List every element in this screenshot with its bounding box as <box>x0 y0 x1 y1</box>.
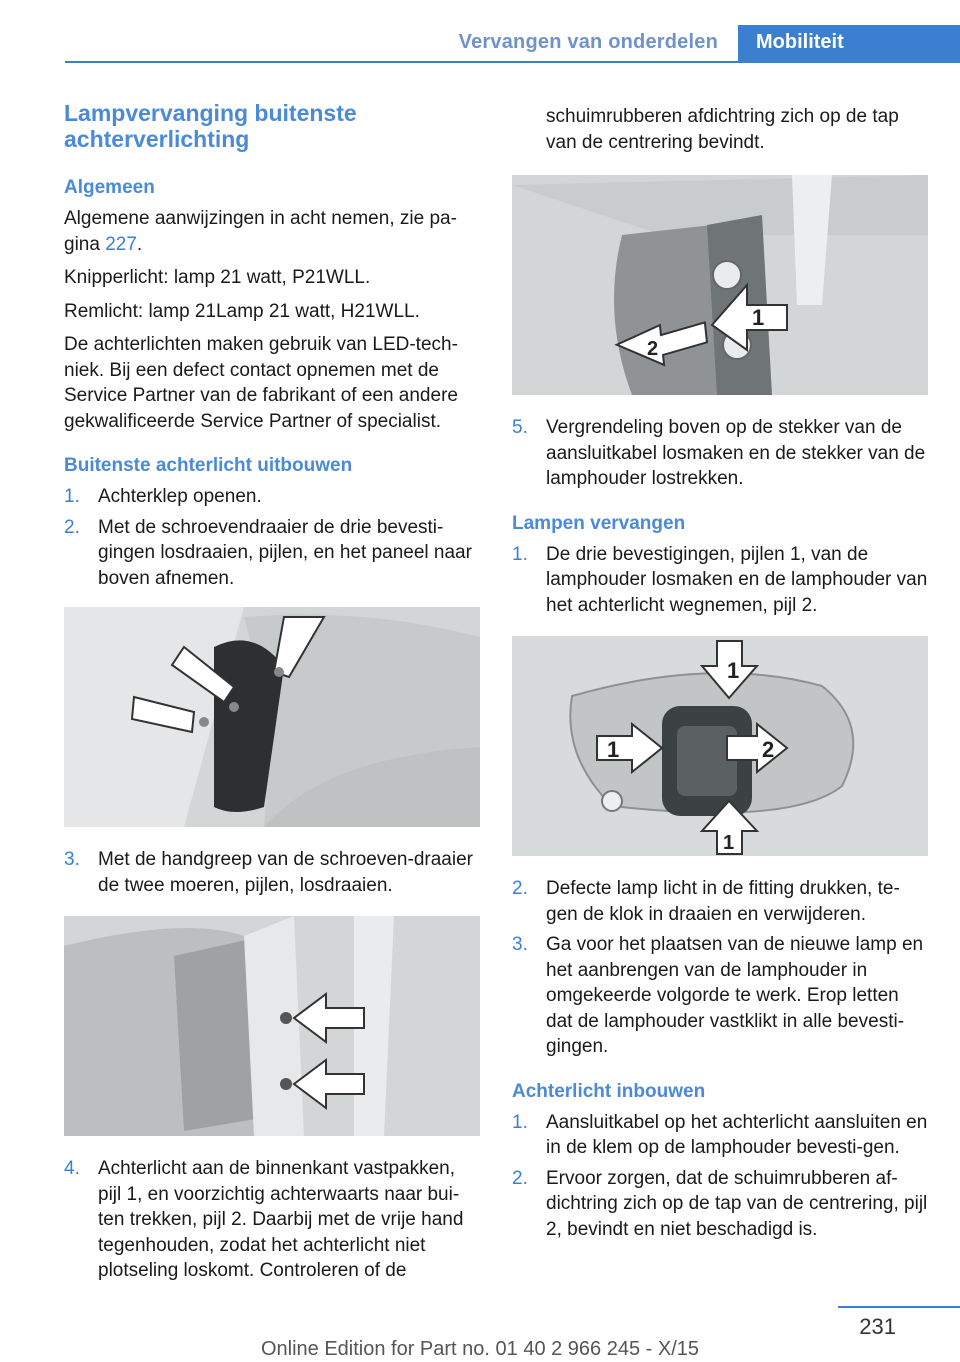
general-paragraph-3: Remlicht: lamp 21Lamp 21 watt, H21WLL. <box>64 300 420 322</box>
footer-rule <box>838 1306 960 1308</box>
arrow-label: 1 <box>727 658 740 683</box>
steps-right-b <box>512 542 928 619</box>
general-heading: Algemeen <box>64 177 155 198</box>
list-item <box>512 415 928 492</box>
step-number: 2. <box>512 878 528 899</box>
list-item <box>512 1166 928 1243</box>
page-link[interactable]: 227 <box>105 233 137 255</box>
lamps-heading: Lampen vervangen <box>512 512 686 534</box>
arrow-label: 1 <box>723 832 735 854</box>
step-text: Ga voor het plaatsen van de nieuwe lamp en het aanbrengen van de lamphouder in omgekeerde volgorde te werk. Erop letten dat de lamphouder vastklikt in alle bevesti‐gingen. <box>546 934 924 1057</box>
step-number: 1. <box>512 1111 528 1133</box>
step-text: Ervoor zorgen, dat de schuimrubberen af‐dichtring zich op de tap van de centrering, pijl 2, bevindt en niet beschadigd is. <box>546 1167 928 1240</box>
list-item <box>64 847 480 898</box>
step-text: Met de schroevendraaier de drie bevesti‐gingen losdraaien, pijlen, en het paneel naar boven afnemen. <box>98 516 472 589</box>
section-label: Vervangen van onderdelen <box>458 31 718 53</box>
general-text-end: . <box>136 233 143 255</box>
page-title: Lampvervanging buitenste achterverlichting <box>64 100 357 152</box>
steps-right-d <box>512 1110 928 1243</box>
step-number: 3. <box>512 934 528 955</box>
install-heading: Achterlicht inbouwen <box>512 1080 706 1102</box>
figure-lamp-holder <box>512 636 928 856</box>
step-text: Vergrendeling boven op de stekker van de aansluitkabel losmaken en de stekker van de lamphouder lostrekken. <box>546 417 926 489</box>
steps-remove-c <box>64 1156 480 1284</box>
page-number: 231 <box>859 1314 896 1339</box>
steps-right-c <box>512 876 928 1060</box>
step-number: 1. <box>512 543 528 565</box>
list-item <box>64 515 480 592</box>
step-text: Aansluitkabel op het achterlicht aansluiten en in de klem op de lamphouder bevesti‐gen. <box>546 1111 928 1158</box>
steps-remove-b <box>64 847 480 898</box>
general-paragraph-2: Knipperlicht: lamp 21 watt, P21WLL. <box>64 267 371 288</box>
steps-remove-a <box>64 484 480 591</box>
remove-heading: Buitenste achterlicht uitbouwen <box>64 455 353 476</box>
step-number: 2. <box>64 516 80 538</box>
step-text: Achterklep openen. <box>98 486 262 507</box>
figure-nuts <box>64 916 480 1136</box>
step-number: 3. <box>64 849 80 870</box>
page-header <box>0 25 960 63</box>
step-text: Defecte lamp licht in de fitting drukken, te‐gen de klok in draaien en verwijderen. <box>546 878 900 925</box>
chapter-tab[interactable]: Mobiliteit <box>738 25 960 61</box>
step-number: 1. <box>64 486 80 507</box>
list-item <box>512 542 928 619</box>
steps-right-a <box>512 415 928 492</box>
step-number: 4. <box>64 1158 80 1179</box>
step-text: Achterlicht aan de binnenkant vastpakken, pijl 1, en voorzichtig achterwaarts naar bui‐ten trekken, pijl 2. Daarbij met de vrije hand tegenhouden, zodat het achterlicht niet plotseling loskomt. Controleren of de <box>98 1158 464 1281</box>
list-item <box>512 932 928 1060</box>
step-text: De drie bevestigingen, pijlen 1, van de lamphouder losmaken en de lamphouder van het achterlicht wegnemen, pijl 2. <box>546 543 928 616</box>
step-number: 2. <box>512 1167 528 1189</box>
right-column <box>512 104 928 1262</box>
figure-trunk-panel <box>64 607 480 827</box>
arrow-label: 2 <box>647 338 659 360</box>
general-paragraph-1 <box>64 206 480 257</box>
list-item <box>64 1156 480 1284</box>
header-rule <box>65 61 960 63</box>
arrow-label: 2 <box>762 737 775 762</box>
general-text: Algemene aanwijzingen in acht nemen, zie pa‐gina <box>64 208 457 255</box>
continued-text: schuimrubberen afdichtring zich op de tap van de centrering bevindt. <box>546 106 899 153</box>
step-number: 5. <box>512 417 528 438</box>
list-item <box>512 1110 928 1161</box>
edition-text: Online Edition for Part no. 01 40 2 966 245 - X/15 <box>260 1338 700 1360</box>
arrow-label: 1 <box>607 737 620 762</box>
left-column <box>64 100 480 1289</box>
page-footer <box>0 1300 960 1362</box>
figure-pull-light <box>512 175 928 395</box>
arrow-label: 1 <box>752 305 765 330</box>
list-item <box>512 876 928 927</box>
general-paragraph-4: De achterlichten maken gebruik van LED-tech‐niek. Bij een defect contact opnemen met de Service Partner van de fabrikant of een andere gekwalificeerde Service Partner of specialist. <box>64 334 458 432</box>
step-text: Met de handgreep van de schroeven‐draaier de twee moeren, pijlen, losdraaien. <box>98 849 473 896</box>
list-item <box>64 484 480 510</box>
